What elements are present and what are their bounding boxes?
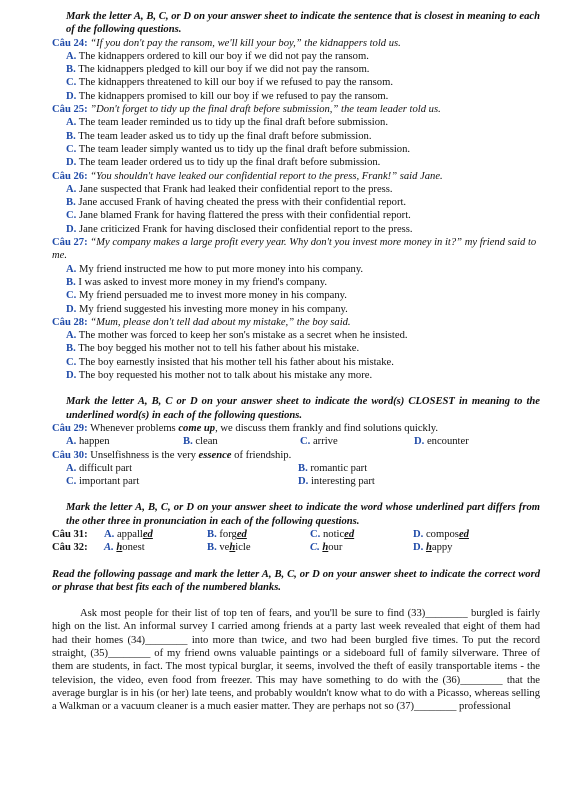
- option-a[interactable]: [104, 528, 207, 541]
- underlined-part: ed: [344, 528, 355, 540]
- option-letter: C.: [66, 143, 77, 155]
- word-part: forg: [219, 528, 237, 540]
- option-letter: C.: [310, 542, 320, 554]
- word-part: onest: [122, 542, 145, 554]
- option-text: encounter: [426, 436, 469, 448]
- option-letter: C.: [66, 356, 77, 368]
- option-letter: A.: [66, 50, 77, 62]
- option-text: The kidnappers ordered to kill our boy if we did not pay the ransom.: [78, 50, 369, 62]
- option-d[interactable]: [413, 541, 513, 554]
- question-25: [52, 103, 540, 116]
- question-number: Câu 24:: [52, 37, 88, 49]
- word-part: appy: [431, 542, 453, 554]
- option-b[interactable]: [298, 462, 498, 475]
- option-letter: B.: [207, 542, 217, 554]
- option-b[interactable]: [66, 63, 540, 76]
- option-letter: A.: [66, 330, 77, 342]
- underlined-phrase: come up: [178, 422, 216, 434]
- option-c[interactable]: [310, 541, 413, 554]
- option-text: difficult part: [78, 462, 133, 474]
- option-text: The boy earnestly insisted that his mother tell his father about his mistake.: [78, 356, 394, 368]
- underlined-part: h: [116, 542, 123, 554]
- question-30: [52, 449, 540, 462]
- option-c[interactable]: [66, 289, 540, 302]
- question-text: “You shouldn't have leaked our confidential report to the press, Frank!” said Jane.: [90, 170, 443, 182]
- option-a[interactable]: [66, 183, 540, 196]
- option-c[interactable]: [66, 356, 540, 369]
- question-text: ”Don't forget to tidy up the final draft before submission,” the team leader told us.: [90, 104, 441, 116]
- question-31: [52, 528, 540, 541]
- underlined-part: h: [229, 542, 236, 554]
- question-28: [52, 316, 540, 329]
- option-text: Jane blamed Frank for having flattered the press with their confidential report.: [78, 210, 411, 222]
- question-text: “Mum, please don't tell dad about my mistake,” the boy said.: [90, 316, 351, 328]
- instruction-sentence-transformation: Mark the letter A, B, C, or D on your answer sheet to indicate the sentence that is closest in meaning to each of the following questions.: [66, 11, 540, 36]
- option-letter: A.: [104, 528, 115, 540]
- word-part: ve: [219, 542, 230, 554]
- option-c[interactable]: [310, 528, 413, 541]
- option-letter: D.: [413, 528, 424, 540]
- word-part: our: [328, 542, 343, 554]
- option-letter: C.: [66, 77, 77, 89]
- options-row: [66, 435, 540, 448]
- option-c[interactable]: [66, 143, 540, 156]
- option-text: My friend suggested his investing more money in his company.: [78, 303, 348, 315]
- option-letter: D.: [413, 542, 424, 554]
- underlined-part: h: [425, 542, 432, 554]
- option-a[interactable]: [66, 263, 540, 276]
- option-letter: D.: [66, 223, 77, 235]
- question-text: “If you don't pay the ransom, we'll kill your boy,” the kidnappers told us.: [90, 37, 401, 49]
- option-a[interactable]: [66, 116, 540, 129]
- option-a[interactable]: [104, 541, 207, 554]
- option-c[interactable]: [300, 435, 414, 448]
- option-d[interactable]: [66, 369, 540, 382]
- question-32: [52, 541, 540, 554]
- option-text: My friend instructed me how to put more money into his company.: [78, 263, 364, 275]
- option-text: The team leader reminded us to tidy up the final draft before submission.: [78, 117, 388, 129]
- option-c[interactable]: [66, 209, 540, 222]
- question-number: Câu 25:: [52, 104, 88, 116]
- option-d[interactable]: [66, 156, 540, 169]
- option-letter: A.: [66, 117, 77, 129]
- option-d[interactable]: [413, 528, 513, 541]
- question-text-pre: Whenever problems: [90, 422, 179, 434]
- option-text: The boy begged his mother not to tell his father about his mistake.: [78, 343, 360, 355]
- word-part: icle: [235, 542, 251, 554]
- option-letter: D.: [414, 436, 425, 448]
- question-26: [52, 170, 540, 183]
- option-text: My friend persuaded me to invest more money in his company.: [78, 290, 347, 302]
- option-letter: A.: [66, 436, 77, 448]
- instruction-closest-meaning: Mark the letter A, B, C or D on your answer sheet to indicate the word(s) CLOSEST in meaning to the underlined word(s) in each of the following questions.: [66, 396, 540, 421]
- option-b[interactable]: [207, 528, 310, 541]
- spacer: [52, 594, 540, 607]
- question-number: Câu 27:: [52, 237, 88, 249]
- underlined-part: ed: [458, 528, 469, 540]
- option-a[interactable]: [66, 329, 540, 342]
- word-part: appall: [116, 528, 143, 540]
- option-letter: B.: [66, 197, 76, 209]
- question-number: Câu 26:: [52, 170, 88, 182]
- instruction-pronunciation: Mark the letter A, B, C, or D on your answer sheet to indicate the word whose underlined part differs from the other three in pronunciation in each of the following questions.: [66, 502, 540, 527]
- option-text: The team leader ordered us to tidy up the final draft before submission.: [78, 157, 381, 169]
- option-letter: C.: [66, 290, 77, 302]
- underlined-part: h: [322, 542, 329, 554]
- option-text: The boy requested his mother not to talk about his mistake any more.: [78, 370, 373, 382]
- option-text: happen: [78, 436, 110, 448]
- option-text: The team leader simply wanted us to tidy up the final draft before submission.: [78, 143, 411, 155]
- option-a[interactable]: [66, 435, 183, 448]
- option-letter: C.: [310, 528, 321, 540]
- option-text: Jane suspected that Frank had leaked their confidential report to the press.: [78, 183, 393, 195]
- option-letter: C.: [66, 210, 77, 222]
- option-b[interactable]: [66, 130, 540, 143]
- option-letter: B.: [298, 462, 308, 474]
- option-text: arrive: [312, 436, 338, 448]
- option-text: important part: [78, 476, 140, 488]
- option-letter: D.: [66, 303, 77, 315]
- option-text: The mother was forced to keep her son's mistake as a secret when he insisted.: [78, 330, 408, 342]
- reading-passage: Ask most people for their list of top ten of fears, and you'll be sure to find (33)________ burgled is fairly high on the list. An informal survey I carried among friends at a party last week revealed that eight of them had had their homes (34)________ into more than twice, and two had been burgled five times. To put the record straight, (35)________ of my friend owns valuable paintings or a sideboard full of family silverware. Three of them are students, in fact. The most typical burglar, it seems, involved the theft of easily transportable items - the television, the video, even food from freezer. This may have something to do with the (36)________ that the average burglar is in his (or her) late teens, and probably wouldn't know what to do with a Picasso, whereas selling a Walkman or a vacuum cleaner is a much easier matter. They are perhaps not so (37)________ professional: [52, 608, 540, 713]
- question-number: Câu 30:: [52, 449, 88, 461]
- option-c[interactable]: [66, 76, 540, 89]
- option-letter: B.: [66, 130, 76, 142]
- question-27: [52, 236, 540, 263]
- option-letter: D.: [66, 157, 77, 169]
- option-letter: B.: [183, 436, 193, 448]
- option-b[interactable]: [207, 541, 310, 554]
- option-text: The kidnappers threatened to kill our boy if we refused to pay the ransom.: [78, 77, 393, 89]
- option-a[interactable]: [66, 462, 298, 475]
- word-part: compos: [425, 528, 459, 540]
- option-letter: A.: [66, 462, 77, 474]
- option-letter: B.: [66, 343, 76, 355]
- question-29: [52, 422, 540, 435]
- question-text: “My company makes a large profit every year. Why don't you invest more money in it?” my friend said to me.: [52, 237, 537, 262]
- option-text: Jane criticized Frank for having disclosed their confidential report to the press.: [78, 223, 413, 235]
- option-text: The team leader asked us to tidy up the final draft before submission.: [78, 130, 372, 142]
- option-text: I was asked to invest more money in my friend's company.: [78, 276, 328, 288]
- option-d[interactable]: [414, 435, 514, 448]
- option-letter: B.: [66, 64, 76, 76]
- options-grid: [66, 462, 540, 489]
- question-text-post: of friendship.: [231, 449, 292, 461]
- option-d[interactable]: [66, 90, 540, 103]
- option-letter: D.: [66, 90, 77, 102]
- option-text: clean: [195, 436, 218, 448]
- option-text: The kidnappers promised to kill our boy if we refused to pay the ransom.: [78, 90, 389, 102]
- question-24: [52, 37, 540, 50]
- option-letter: A.: [104, 542, 114, 554]
- question-text-post: , we discuss them frankly and find solutions quickly.: [215, 422, 439, 434]
- option-text: interesting part: [310, 476, 375, 488]
- question-number: Câu 28:: [52, 316, 88, 328]
- option-b[interactable]: [66, 342, 540, 355]
- underlined-part: ed: [236, 528, 247, 540]
- option-b[interactable]: [183, 435, 300, 448]
- word-part: notic: [322, 528, 345, 540]
- option-letter: D.: [66, 370, 77, 382]
- option-b[interactable]: [66, 196, 540, 209]
- option-letter: B.: [66, 276, 76, 288]
- option-text: romantic part: [310, 462, 368, 474]
- option-text: Jane accused Frank of having cheated the press with their confidential report.: [78, 197, 407, 209]
- option-letter: B.: [207, 528, 217, 540]
- question-number: Câu 29:: [52, 422, 88, 434]
- option-letter: A.: [66, 263, 77, 275]
- underlined-phrase: essence: [198, 449, 232, 461]
- option-letter: D.: [298, 476, 309, 488]
- option-a[interactable]: [66, 50, 540, 63]
- option-d[interactable]: [66, 303, 540, 316]
- option-text: The kidnappers pledged to kill our boy if we did not pay the ransom.: [78, 64, 370, 76]
- option-d[interactable]: [66, 223, 540, 236]
- question-text-pre: Unselfishness is the very: [90, 449, 199, 461]
- instruction-reading-passage: Read the following passage and mark the letter A, B, C, or D on your answer sheet to indicate the correct word or phrase that best fits each of the numbered blanks.: [52, 568, 540, 593]
- spacer: [52, 488, 540, 501]
- question-number: Câu 32:: [52, 542, 88, 554]
- option-d[interactable]: [298, 475, 498, 488]
- option-b[interactable]: [66, 276, 540, 289]
- option-c[interactable]: [66, 475, 298, 488]
- spacer: [52, 555, 540, 568]
- spacer: [52, 382, 540, 395]
- option-letter: A.: [66, 183, 77, 195]
- question-number: Câu 31:: [52, 528, 88, 540]
- option-letter: C.: [66, 476, 77, 488]
- option-letter: C.: [300, 436, 311, 448]
- underlined-part: ed: [142, 528, 153, 540]
